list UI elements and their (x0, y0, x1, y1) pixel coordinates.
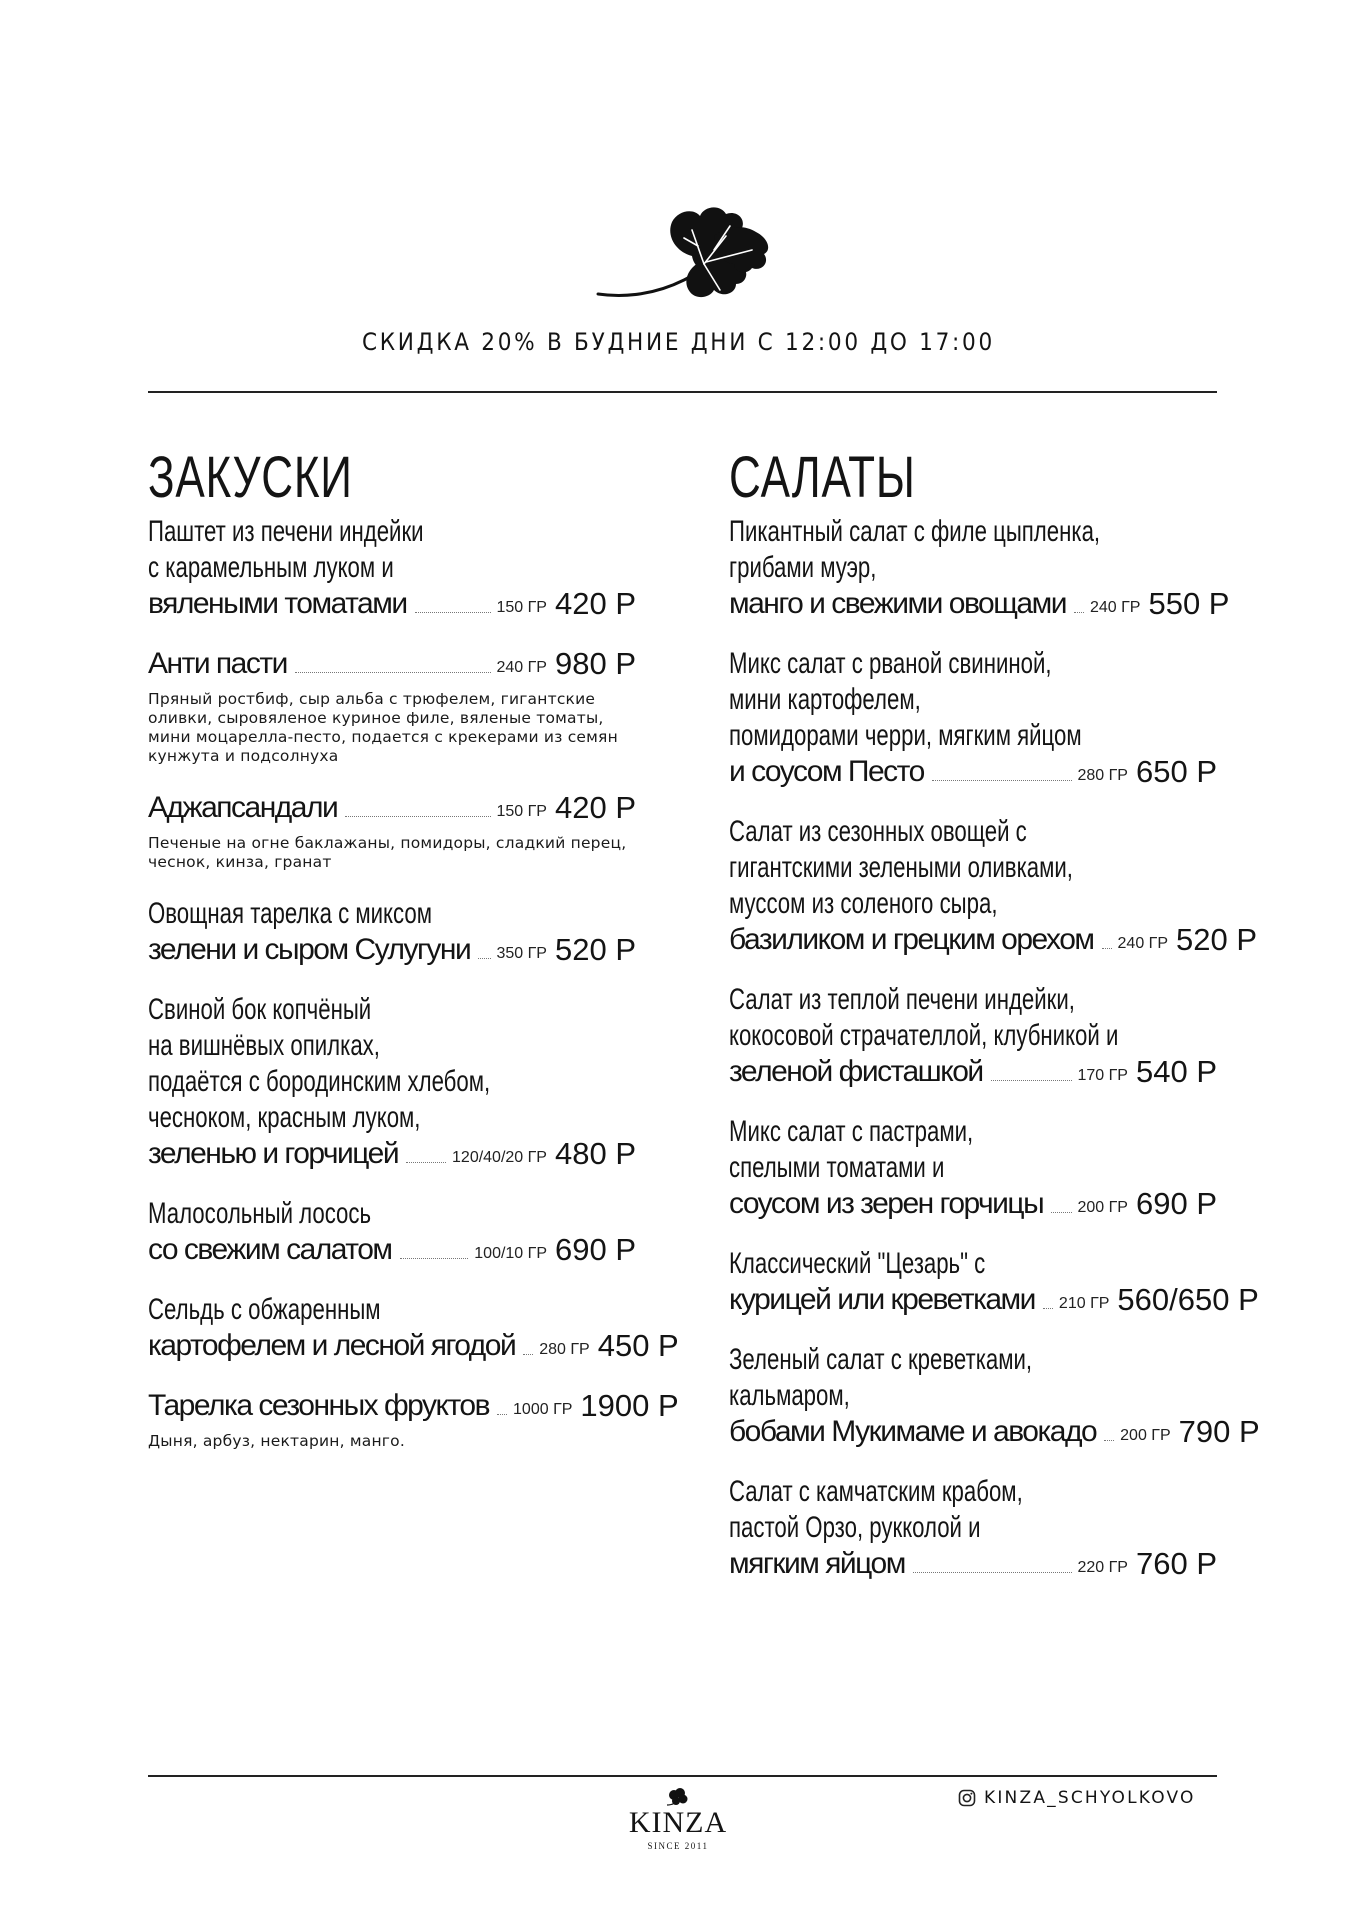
leader-dots (1043, 1308, 1053, 1309)
item-name-line: курицей или креветками (729, 1283, 1035, 1316)
menu-item (148, 790, 636, 872)
leader-dots (497, 1414, 507, 1415)
item-weight: 350 ГР (496, 945, 547, 962)
item-price: 760 Р (1135, 1546, 1217, 1581)
item-name-line: Овощная тарелка с миксом (148, 897, 432, 930)
item-price: 790 Р (1178, 1414, 1260, 1449)
item-name-line: соусом из зерен горчицы (729, 1187, 1044, 1220)
cilantro-leaf-icon (596, 206, 774, 302)
instagram-icon (958, 1789, 976, 1807)
divider-top (148, 391, 1217, 393)
item-name-line: мини картофелем, (729, 683, 921, 716)
item-name-line: Тарелка сезонных фруктов (148, 1389, 490, 1422)
item-weight: 200 ГР (1077, 1199, 1128, 1216)
item-weight: 240 ГР (1089, 599, 1141, 616)
leader-dots (913, 1572, 1072, 1573)
divider-bottom (148, 1775, 1217, 1777)
menu-item (729, 1246, 1259, 1318)
section-title: ЗАКУСКИ (148, 445, 353, 510)
item-name-line: грибами муэр, (729, 551, 877, 584)
item-weight: 150 ГР (496, 803, 547, 820)
item-weight: 150 ГР (496, 599, 547, 616)
menu-item (148, 1388, 679, 1451)
footer-brand-logo (610, 1788, 746, 1852)
item-weight: 1000 ГР (513, 1401, 573, 1418)
item-name-line: чесноком, красным луком, (148, 1101, 421, 1134)
item-price: 450 Р (597, 1328, 679, 1363)
item-price: 540 Р (1135, 1054, 1217, 1089)
item-name-line: спелыми томатами и (729, 1151, 945, 1184)
leader-dots (991, 1080, 1072, 1081)
item-name-line: манго и свежими овощами (729, 587, 1066, 620)
item-name-line: Анти пасти (148, 647, 287, 680)
item-price: 980 Р (554, 646, 636, 681)
menu-item (729, 814, 1258, 958)
instagram-handle[interactable]: KINZA_SCHYOLKOVO (984, 1788, 1196, 1808)
menu-item (148, 992, 636, 1172)
cilantro-leaf-icon (665, 1788, 691, 1806)
item-name-line: подаётся с бородинским хлебом, (148, 1065, 491, 1098)
item-name-line: на вишнёвых опилках, (148, 1029, 380, 1062)
item-name-line: Микс салат с пастрами, (729, 1115, 974, 1148)
item-name-line: Сельдь с обжаренным (148, 1293, 381, 1326)
item-name-line: муссом из соленого сыра, (729, 887, 998, 920)
item-price: 690 Р (1135, 1186, 1217, 1221)
item-name-line: Паштет из печени индейки (148, 515, 424, 548)
item-price: 650 Р (1135, 754, 1217, 789)
item-name-line: базиликом и грецким орехом (729, 923, 1094, 956)
item-name-line: пастой Орзо, рукколой и (729, 1511, 981, 1544)
leader-dots (478, 958, 490, 959)
item-weight: 210 ГР (1058, 1295, 1110, 1312)
item-name-line: Малосольный лосось (148, 1197, 372, 1230)
leader-dots (345, 816, 490, 817)
menu-item (148, 1196, 636, 1268)
brand-name: KINZA (628, 1806, 728, 1839)
leader-dots (415, 612, 491, 613)
leader-dots (295, 672, 491, 673)
leader-dots (932, 780, 1072, 781)
item-price: 1900 Р (580, 1388, 679, 1423)
menu-item (729, 982, 1217, 1090)
item-price: 560/650 Р (1117, 1282, 1259, 1317)
item-name-line: Пикантный салат с филе цыпленка, (729, 515, 1101, 548)
menu-item (729, 646, 1217, 790)
section-zakuski (148, 445, 679, 1475)
menu-item (729, 514, 1230, 622)
leader-dots (400, 1258, 469, 1259)
item-price: 550 Р (1148, 586, 1230, 621)
item-price: 690 Р (554, 1232, 636, 1267)
item-price: 420 Р (554, 586, 636, 621)
item-weight: 100/10 ГР (474, 1245, 547, 1262)
item-name-line: с карамельным луком и (148, 551, 394, 584)
menu-item (148, 1292, 679, 1364)
item-name-line: Аджапсандали (148, 791, 338, 824)
item-weight: 240 ГР (496, 659, 547, 676)
item-name-line: и соусом Песто (729, 755, 924, 788)
item-price: 480 Р (554, 1136, 636, 1171)
menu-item (148, 646, 636, 766)
leader-dots (1051, 1212, 1071, 1213)
menu-item (148, 514, 636, 622)
instagram-link[interactable] (958, 1786, 1196, 1810)
item-name-line: Свиной бок копчёный (148, 993, 372, 1026)
brand-since: SINCE 2011 (647, 1841, 709, 1851)
item-description: Пряный ростбиф, сыр альба с трюфелем, гигантские оливки, сыровяленое куриное филе, вяленые томаты, мини моцарелла-песто, подается с крекерами из семян кунжута и подсолнуха (148, 690, 618, 765)
item-weight: 220 ГР (1077, 1559, 1128, 1576)
item-name-line: зелени и сыром Сулугуни (148, 933, 471, 966)
item-name-line: мягким яйцом (729, 1547, 905, 1580)
menu-item (729, 1474, 1217, 1582)
item-name-line: зеленой фисташкой (729, 1055, 983, 1088)
item-name-line: помидорами черри, мягким яйцом (729, 719, 1082, 752)
item-name-line: Классический "Цезарь" с (729, 1247, 986, 1280)
leader-dots (1074, 612, 1084, 613)
item-name-line: кокосовой страчателлой, клубникой и (729, 1019, 1119, 1052)
item-name-line: вялеными томатами (148, 587, 407, 620)
item-name-line: Салат из сезонных овощей с (729, 815, 1027, 848)
item-name-line: Зеленый салат с креветками, (729, 1343, 1033, 1376)
leader-dots (1102, 948, 1112, 949)
menu-item (729, 1114, 1217, 1222)
item-name-line: кальмаром, (729, 1379, 850, 1412)
menu-item (729, 1342, 1260, 1450)
item-name-line: Салат из теплой печени индейки, (729, 983, 1075, 1016)
item-name-line: бобами Мукимаме и авокадо (729, 1415, 1097, 1448)
promo-banner: СКИДКА 20% В БУДНИЕ ДНИ С 12:00 ДО 17:00 (361, 328, 995, 356)
item-description: Печеные на огне баклажаны, помидоры, сладкий перец, чеснок, кинза, гранат (148, 834, 627, 871)
item-weight: 170 ГР (1077, 1067, 1128, 1084)
item-price: 520 Р (554, 932, 636, 967)
item-weight: 280 ГР (1077, 767, 1128, 784)
item-name-line: картофелем и лесной ягодой (148, 1329, 516, 1362)
item-price: 520 Р (1176, 922, 1258, 957)
item-name-line: зеленью и горчицей (148, 1137, 399, 1170)
item-weight: 120/40/20 ГР (452, 1149, 547, 1166)
item-name-line: Салат с камчатским крабом, (729, 1475, 1023, 1508)
item-name-line: со свежим салатом (148, 1233, 392, 1266)
menu-item (148, 896, 636, 968)
item-weight: 240 ГР (1117, 935, 1169, 952)
item-name-line: Микс салат с рваной свининой, (729, 647, 1052, 680)
item-weight: 200 ГР (1120, 1427, 1171, 1444)
item-weight: 280 ГР (539, 1341, 590, 1358)
item-name-line: гигантскими зелеными оливками, (729, 851, 1073, 884)
leader-dots (1104, 1440, 1114, 1441)
item-description: Дыня, арбуз, нектарин, манго. (148, 1432, 405, 1450)
item-price: 420 Р (554, 790, 636, 825)
section-salaty (729, 445, 1260, 1606)
section-title: САЛАТЫ (729, 445, 916, 510)
leader-dots (406, 1162, 446, 1163)
leader-dots (523, 1354, 533, 1355)
